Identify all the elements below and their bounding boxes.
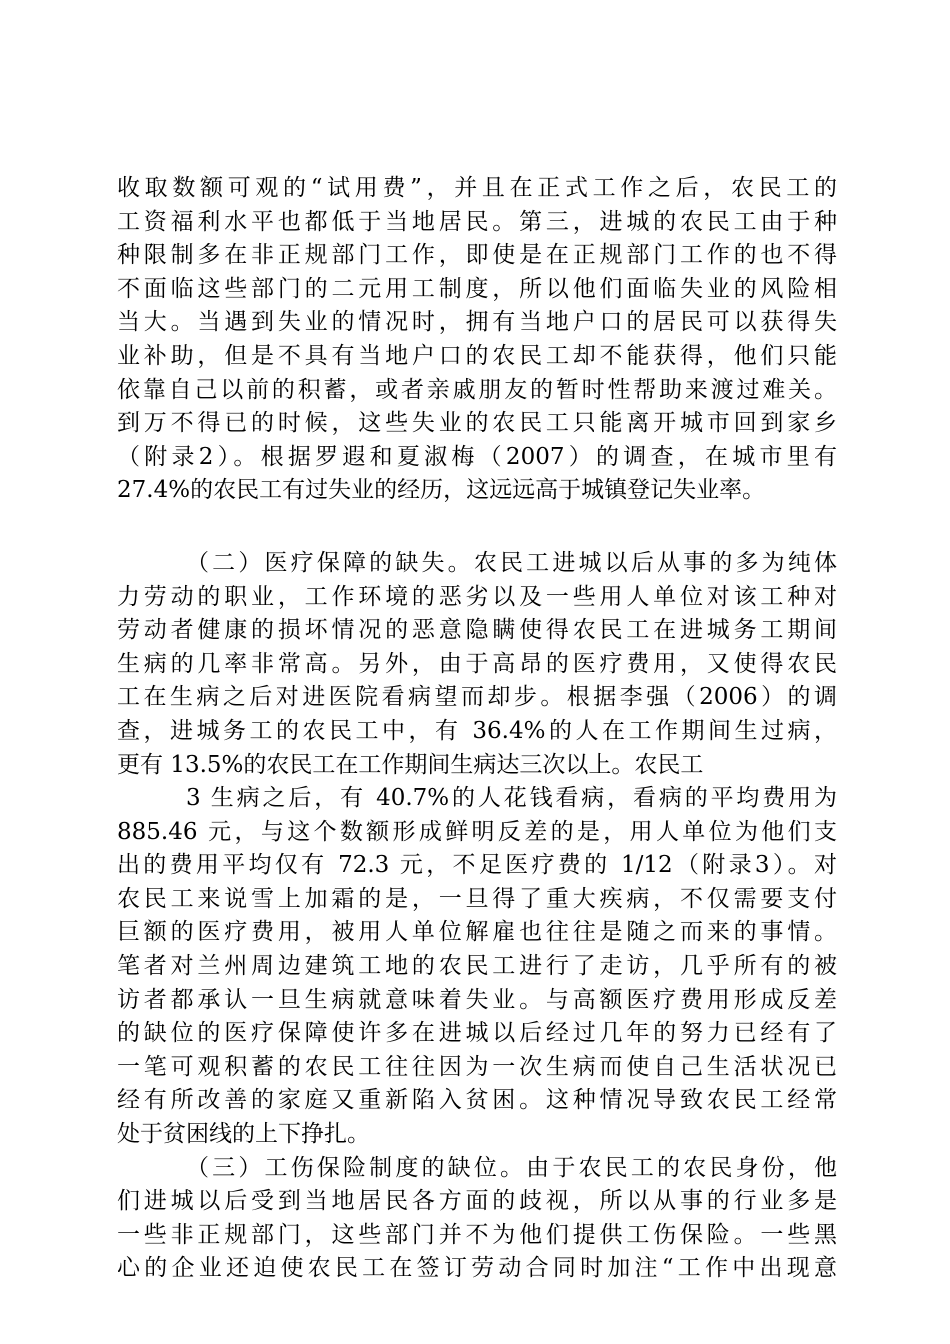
- text-line: 3 生病之后，有 40.7%的人花钱看病，看病的平均费用为: [186, 785, 837, 812]
- text-line: 一笔可观积蓄的农民工往往因为一次生病而使自己生活状况已: [117, 1053, 837, 1080]
- text-line: 们进城以后受到当地居民各方面的歧视，所以从事的行业多是: [117, 1188, 837, 1215]
- paragraph-gap: [117, 508, 837, 547]
- text-line: 巨额的医疗费用，被用人单位解雇也往往是随之而来的事情。: [117, 919, 837, 946]
- text-line: 农民工来说雪上加霜的是，一旦得了重大疾病，不仅需要支付: [117, 885, 837, 912]
- text-line: 收取数额可观的“试用费”，并且在正式工作之后，农民工的: [117, 175, 837, 201]
- text-line: 心的企业还迫使农民工在签订劳动合同时加注“工作中出现意: [117, 1255, 837, 1282]
- text-line: 查，进城务工的农民工中，有 36.4%的人在工作期间生过病，: [117, 717, 837, 744]
- text-line: 一些非正规部门，这些部门并不为他们提供工伤保险。一些黑: [117, 1221, 837, 1248]
- text-line: 当大。当遇到失业的情况时，拥有当地户口的居民可以获得失: [117, 309, 837, 336]
- text-line: 访者都承认一旦生病就意味着失业。与高额医疗费用形成反差: [117, 986, 837, 1013]
- section-heading-line: （二）医疗保障的缺失。农民工进城以后从事的多为纯体: [186, 549, 837, 576]
- text-line: 到万不得已的时候，这些失业的农民工只能离开城市回到家乡: [117, 410, 837, 437]
- text-line: 经有所改善的家庭又重新陷入贫困。这种情况导致农民工经常: [117, 1087, 837, 1114]
- text-line: 不面临这些部门的二元用工制度，所以他们面临失业的风险相: [117, 275, 837, 302]
- text-line: 笔者对兰州周边建筑工地的农民工进行了走访，几乎所有的被: [117, 953, 837, 980]
- text-line: 出的费用平均仅有 72.3 元，不足医疗费的 1/12（附录3）。对: [117, 852, 837, 879]
- text-line: 工在生病之后对进医院看病望而却步。根据李强（2006）的调: [117, 684, 837, 711]
- text-line: 工资福利水平也都低于当地居民。第三，进城的农民工由于种: [117, 208, 837, 235]
- paragraph-unemployment: [117, 172, 837, 508]
- text-line: 依靠自己以前的积蓄，或者亲戚朋友的暂时性帮助来渡过难关。: [117, 376, 837, 403]
- text-line: 27.4%的农民工有过失业的经历，这远远高于城镇登记失业率。: [117, 477, 766, 504]
- text-line: 生病的几率非常高。另外，由于高昂的医疗费用，又使得农民: [117, 650, 837, 677]
- text-line: 885.46 元，与这个数额形成鲜明反差的是，用人单位为他们支: [117, 818, 837, 845]
- text-line: 种限制多在非正规部门工作，即使是在正规部门工作的也不得: [117, 242, 837, 269]
- section-heading-line: （三）工伤保险制度的缺位。由于农民工的农民身份，他: [186, 1154, 837, 1181]
- text-line: 业补助，但是不具有当地户口的农民工却不能获得，他们只能: [117, 342, 837, 369]
- text-line: （附录2）。根据罗遐和夏淑梅（2007）的调查，在城市里有: [117, 443, 837, 470]
- text-line: 劳动者健康的损坏情况的恶意隐瞒使得农民工在进城务工期间: [117, 617, 837, 644]
- paragraph-medical-security: [117, 547, 837, 782]
- text-line: 处于贫困线的上下挣扎。: [117, 1121, 370, 1148]
- text-line: 力劳动的职业，工作环境的恶劣以及一些用人单位对该工种对: [117, 583, 837, 610]
- text-line: 的缺位的医疗保障使许多在进城以后经过几年的努力已经有了: [117, 1020, 837, 1047]
- paragraph-injury-insurance: [117, 1152, 837, 1286]
- text-line: 更有 13.5%的农民工在工作期间生病达三次以上。农民工: [117, 751, 704, 778]
- paragraph-medical-costs: [117, 782, 837, 1152]
- document-body: [117, 172, 837, 1286]
